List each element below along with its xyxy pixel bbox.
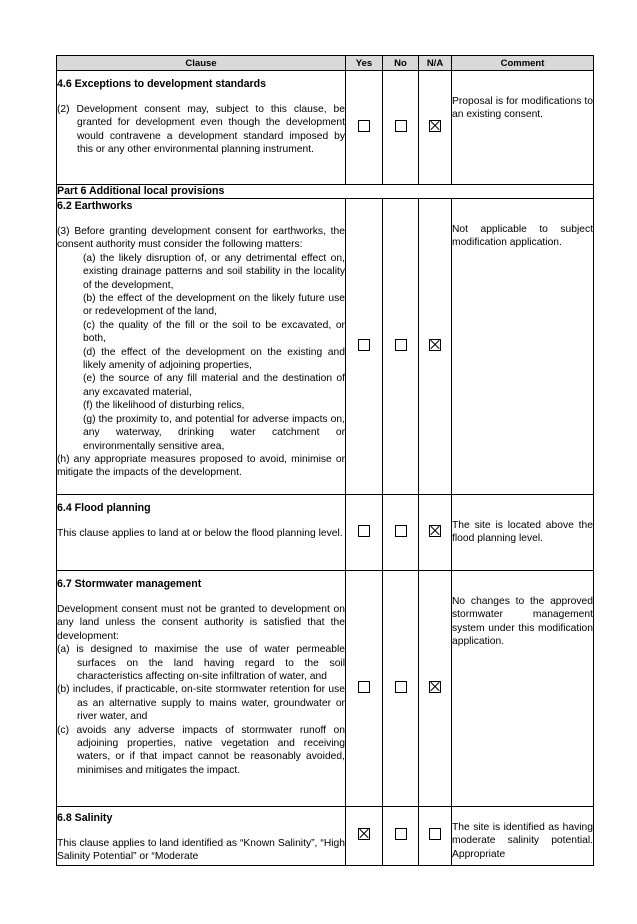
clause-item: (g) the proximity to, and potential for adverse impacts on, any waterway, drinking water catchment or environmentally sensitive area,: [83, 413, 345, 452]
yes-cell: [346, 571, 383, 807]
table-row: [57, 199, 594, 495]
na-checkbox[interactable]: [429, 120, 441, 132]
table-row: [57, 807, 594, 866]
comment-cell: [452, 199, 594, 495]
no-cell: [383, 199, 419, 495]
yes-cell: [346, 199, 383, 495]
clause-item: (c) avoids any adverse impacts of stormwater runoff on adjoining properties, native vegetation and receiving waters, or if that impact cannot be reasonably avoided, minimises and mitigates the impact.: [57, 724, 345, 776]
table-row: [57, 571, 594, 807]
na-cell: [419, 199, 452, 495]
yes-cell: [346, 495, 383, 571]
clause-item: (c) the quality of the fill or the soil to be excavated, or both,: [83, 319, 345, 345]
clause-title: 6.8 Salinity: [57, 812, 113, 824]
clause-cell: [57, 807, 346, 866]
table-header-row: [57, 56, 594, 71]
clause-item: (a) the likely disruption of, or any detrimental effect on, existing drainage patterns and soil stability in the locality of the development,: [83, 252, 345, 291]
na-checkbox[interactable]: [429, 828, 441, 840]
na-checkbox[interactable]: [429, 525, 441, 537]
header-clause: Clause: [57, 56, 346, 71]
na-cell: [419, 71, 452, 185]
yes-cell: [346, 807, 383, 866]
na-cell: [419, 807, 452, 866]
clause-title: 6.2 Earthworks: [57, 200, 133, 212]
comment-cell: [452, 495, 594, 571]
no-cell: [383, 571, 419, 807]
na-checkbox[interactable]: [429, 339, 441, 351]
yes-cell: [346, 71, 383, 185]
clause-item: (b) the effect of the development on the likely future use or redevelopment of the land,: [83, 293, 345, 318]
na-checkbox[interactable]: [429, 681, 441, 693]
clause-text: This clause applies to land identified as “Known Salinity”, “High Salinity Potential” or “Moderate: [57, 838, 345, 863]
comment-text: Not applicable to subject modification application.: [452, 224, 593, 249]
no-checkbox[interactable]: [395, 339, 407, 351]
comment-text: Proposal is for modifications to an existing consent.: [452, 96, 593, 121]
table-row: [57, 71, 594, 185]
header-comment: Comment: [452, 56, 594, 71]
na-cell: [419, 495, 452, 571]
comment-cell: [452, 807, 594, 866]
clause-item: (b) includes, if practicable, on-site stormwater retention for use as an alternative supply to mains water, groundwater or river water, and: [57, 684, 345, 723]
clause-cell: [57, 199, 346, 495]
comment-text: The site is located above the flood planning level.: [452, 520, 593, 545]
clause-cell: [57, 571, 346, 807]
clause-title: 4.6 Exceptions to development standards: [57, 78, 266, 90]
yes-checkbox[interactable]: [358, 339, 370, 351]
clause-cell: [57, 495, 346, 571]
clause-item: (e) the source of any fill material and the destination of any excavated material,: [83, 373, 345, 398]
table-row: [57, 495, 594, 571]
yes-checkbox[interactable]: [358, 681, 370, 693]
clause-title: 6.7 Stormwater management: [57, 578, 202, 590]
header-na: N/A: [419, 56, 452, 71]
na-cell: [419, 571, 452, 807]
section-row: [57, 185, 594, 199]
no-checkbox[interactable]: [395, 828, 407, 840]
yes-checkbox[interactable]: [358, 828, 370, 840]
clause-text: (2) Development consent may, subject to this clause, be granted for development even though the development would contravene a development standard imposed by this or any other environmental planning instrument.: [57, 104, 345, 156]
comment-cell: [452, 571, 594, 807]
yes-checkbox[interactable]: [358, 120, 370, 132]
document-page: [56, 55, 593, 866]
no-cell: [383, 495, 419, 571]
no-checkbox[interactable]: [395, 525, 407, 537]
comment-text: No changes to the approved stormwater management system under this modification application.: [452, 596, 593, 648]
comment-cell: [452, 71, 594, 185]
clause-table: [56, 55, 594, 866]
comment-text: The site is identified as having moderate salinity potential. Appropriate: [452, 822, 593, 860]
clause-item: (d) the effect of the development on the existing and likely amenity of adjoining properties,: [83, 346, 345, 372]
yes-checkbox[interactable]: [358, 525, 370, 537]
clause-text: This clause applies to land at or below the flood planning level.: [57, 528, 343, 539]
no-checkbox[interactable]: [395, 120, 407, 132]
header-yes: Yes: [346, 56, 383, 71]
clause-title: 6.4 Flood planning: [57, 502, 151, 514]
no-checkbox[interactable]: [395, 681, 407, 693]
clause-item: (f) the likelihood of disturbing relics,: [83, 400, 245, 412]
clause-item: (h) any appropriate measures proposed to avoid, minimise or mitigate the impacts of the development.: [57, 453, 345, 479]
section-heading: Part 6 Additional local provisions: [57, 185, 594, 199]
no-cell: [383, 807, 419, 866]
header-no: No: [383, 56, 419, 71]
no-cell: [383, 71, 419, 185]
clause-intro: Development consent must not be granted to development on any land unless the consent authority is satisfied that the development:: [57, 604, 345, 642]
clause-cell: [57, 71, 346, 185]
clause-intro: (3) Before granting development consent for earthworks, the consent authority must consider the following matters:: [57, 226, 345, 251]
clause-item: (a) is designed to maximise the use of water permeable surfaces on the land having regard to the soil characteristics affecting on-site infiltration of water, and: [57, 644, 345, 683]
